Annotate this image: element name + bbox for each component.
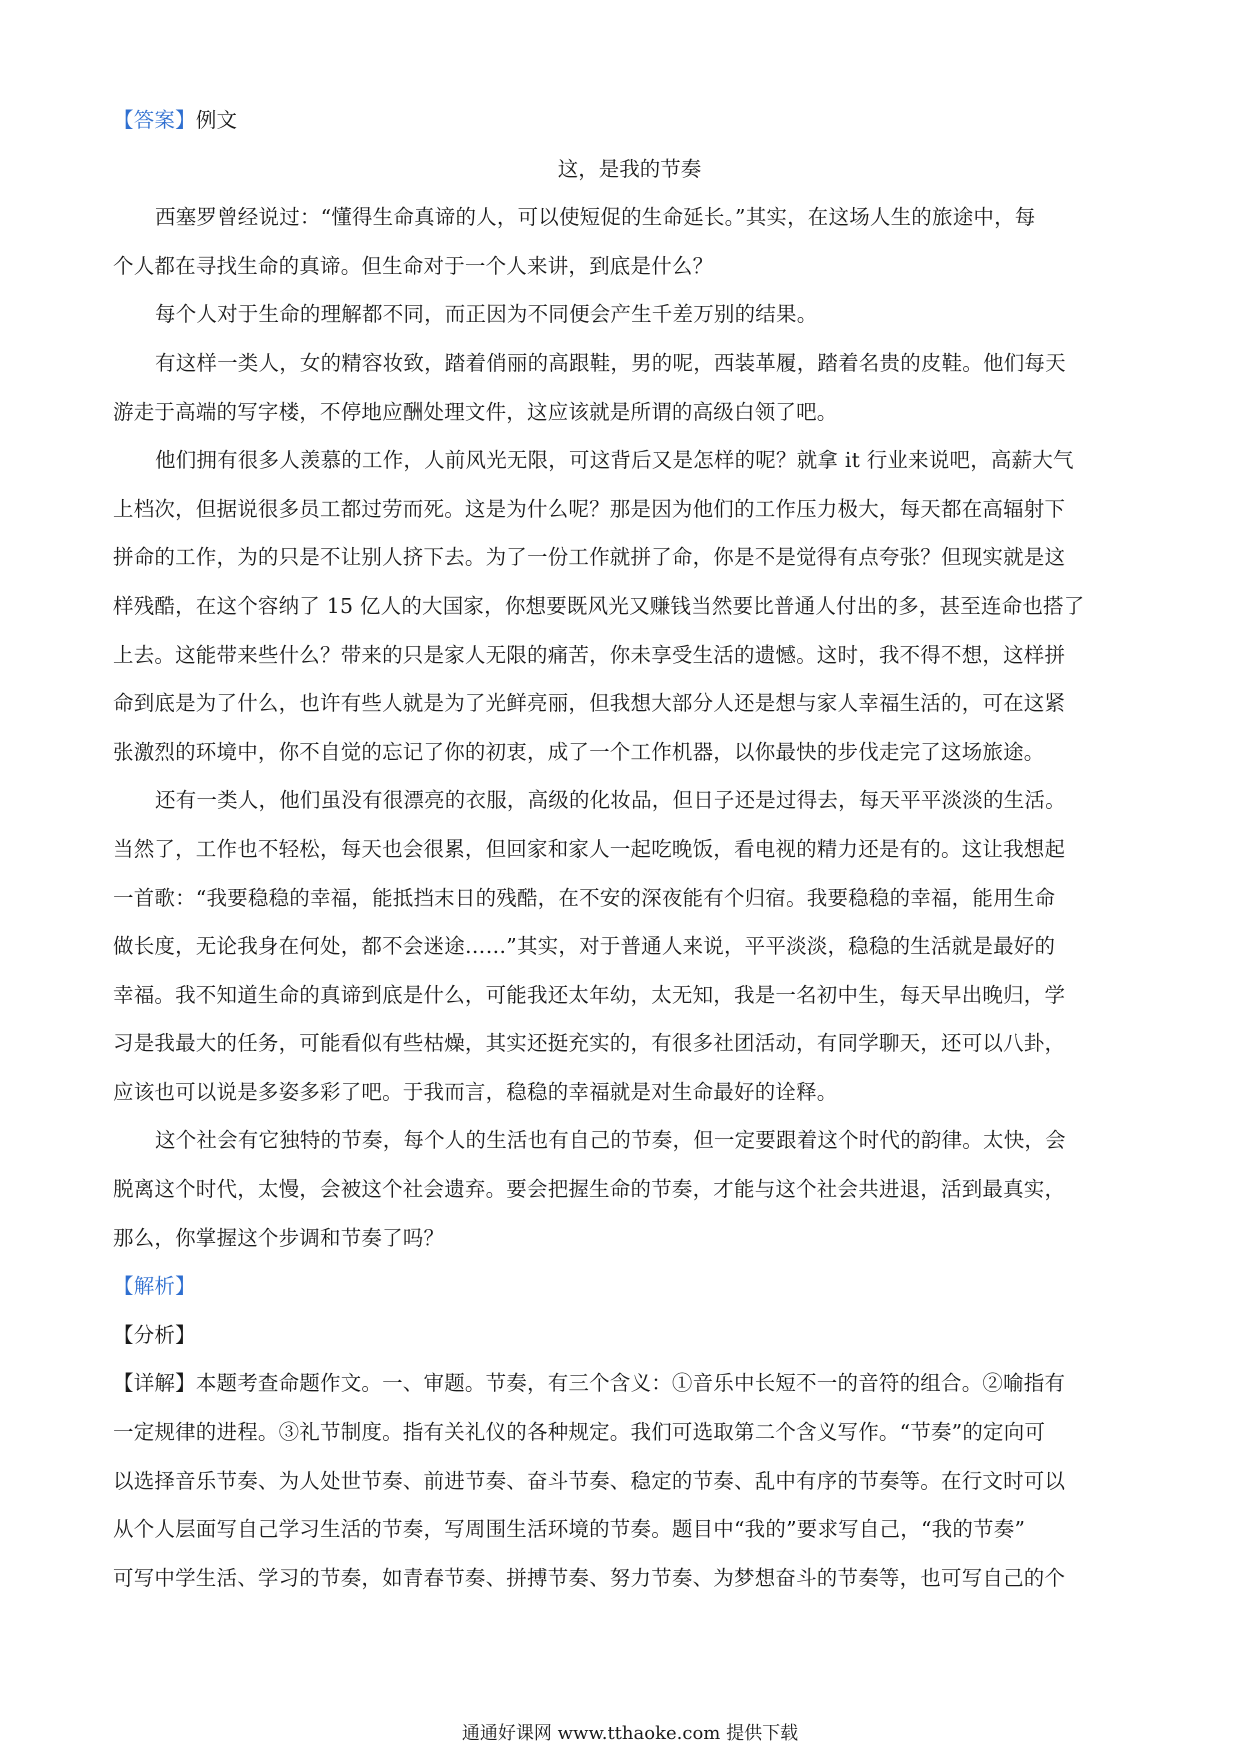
- essay-line: 做长度，无论我身在何处，都不会迷途……”其实，对于普通人来说，平平淡淡，稳稳的生活就是最好的: [113, 934, 1056, 959]
- detail-line: 以选择音乐节奏、为人处世节奏、前进节奏、奋斗节奏、稳定的节奏、乱中有序的节奏等。在行文时可以: [113, 1468, 1066, 1493]
- answer-text: 例文: [195, 108, 238, 132]
- essay-body: [113, 193, 1130, 1262]
- analysis-label: 【解析】: [113, 1274, 196, 1299]
- essay-line: 那么，你掌握这个步调和节奏了吗？: [113, 1225, 445, 1250]
- essay-line: 应该也可以说是多姿多彩了吧。于我而言，稳稳的幸福就是对生命最好的诠释。: [113, 1079, 838, 1104]
- detail-line: 一定规律的进程。③礼节制度。指有关礼仪的各种规定。我们可选取第二个含义写作。“节奏”的定向可: [113, 1420, 1046, 1445]
- essay-title: 这，是我的节奏: [557, 156, 702, 181]
- detail-line: 从个人层面写自己学习生活的节奏，写周围生活环境的节奏。题目中“我的”要求写自己，“我的节奏”: [113, 1517, 1026, 1542]
- essay-paragraph: [113, 1116, 1130, 1262]
- essay-line: 上去。这能带来些什么？带来的只是家人无限的痛苦，你未享受生活的遗憾。这时，我不得不想，这样拼: [113, 642, 1066, 667]
- essay-line: 命到底是为了什么，也许有些人就是为了光鲜亮丽，但我想大部分人还是想与家人幸福生活的，可在这紧: [113, 691, 1066, 716]
- essay-line: 有这样一类人，女的精容妆致，踏着俏丽的高跟鞋，男的呢，西装革履，踏着名贵的皮鞋。他们每天: [155, 350, 1066, 375]
- essay-paragraph: [113, 339, 1130, 436]
- essay-line: 一首歌：“我要稳稳的幸福，能抵挡末日的残酷，在不安的深夜能有个归宿。我要稳稳的幸福，能用生命: [113, 885, 1056, 910]
- essay-paragraph: [113, 193, 1130, 290]
- essay-line: 当然了，工作也不轻松，每天也会很累，但回家和家人一起吃晚饭，看电视的精力还是有的。这让我想起: [113, 836, 1066, 861]
- essay-line: 还有一类人，他们虽没有很漂亮的衣服，高级的化妆品，但日子还是过得去，每天平平淡淡的生活。: [155, 788, 1066, 813]
- essay-paragraph: [113, 436, 1130, 776]
- detail-label: 【详解】: [113, 1371, 196, 1396]
- analysis-heading: [113, 1262, 1130, 1311]
- essay-line: 游走于高端的写字楼，不停地应酬处理文件，这应该就是所谓的高级白领了吧。: [113, 399, 838, 424]
- essay-paragraph: [113, 290, 1130, 339]
- essay-line: 张激烈的环境中，你不自觉的忘记了你的初衷，成了一个工作机器，以你最快的步伐走完了这场旅途。: [113, 739, 1045, 764]
- fenxi-heading: [113, 1311, 1130, 1360]
- essay-line: 个人都在寻找生命的真谛。但生命对于一个人来讲，到底是什么？: [113, 253, 714, 278]
- essay-line: 西塞罗曾经说过：“懂得生命真谛的人，可以使短促的生命延长。”其实，在这场人生的旅途中，每: [155, 205, 1036, 230]
- detail-text: 本题考查命题作文。一、审题。节奏，有三个含义：①音乐中长短不一的音符的组合。②喻指有: [195, 1371, 1066, 1396]
- footer-credit: 通通好课网 www.tthaoke.com 提供下载: [461, 1723, 799, 1744]
- essay-line: 习是我最大的任务，可能看似有些枯燥，其实还挺充实的，有很多社团活动，有同学聊天，还可以八卦，: [113, 1031, 1066, 1056]
- essay-line: 他们拥有很多人羡慕的工作，人前风光无限，可这背后又是怎样的呢？就拿 it 行业来说吧，高薪大气: [155, 448, 1074, 473]
- detail-line: 可写中学生活、学习的节奏，如青春节奏、拼搏节奏、努力节奏、为梦想奋斗的节奏等，也可写自己的个: [113, 1565, 1066, 1590]
- fenxi-label: 【分析】: [113, 1322, 196, 1347]
- answer-label: 【答案】: [113, 108, 196, 132]
- essay-line: 样残酷，在这个容纳了 15 亿人的大国家，你想要既风光又赚钱当然要比普通人付出的多，甚至连命也搭了: [113, 593, 1085, 618]
- detail-body: [113, 1359, 1130, 1602]
- essay-line: 每个人对于生命的理解都不同，而正因为不同便会产生千差万别的结果。: [155, 302, 818, 327]
- essay-line: 上档次，但据说很多员工都过劳而死。这是为什么呢？那是因为他们的工作压力极大，每天都在高辐射下: [113, 496, 1066, 521]
- essay-line: 拼命的工作，为的只是不让别人挤下去。为了一份工作就拼了命，你是不是觉得有点夸张？但现实就是这: [113, 545, 1066, 570]
- answer-heading: [113, 96, 1130, 145]
- essay-line: 脱离这个时代，太慢，会被这个社会遗弃。要会把握生命的节奏，才能与这个社会共进退，活到最真实，: [113, 1177, 1066, 1202]
- document-page: [113, 96, 1130, 1602]
- essay-paragraph: [113, 776, 1130, 1116]
- essay-line: 幸福。我不知道生命的真谛到底是什么，可能我还太年幼，太无知，我是一名初中生，每天早出晚归，学: [113, 982, 1066, 1007]
- detail-line: [113, 1359, 1130, 1408]
- essay-line: 这个社会有它独特的节奏，每个人的生活也有自己的节奏，但一定要跟着这个时代的韵律。太快，会: [155, 1128, 1066, 1153]
